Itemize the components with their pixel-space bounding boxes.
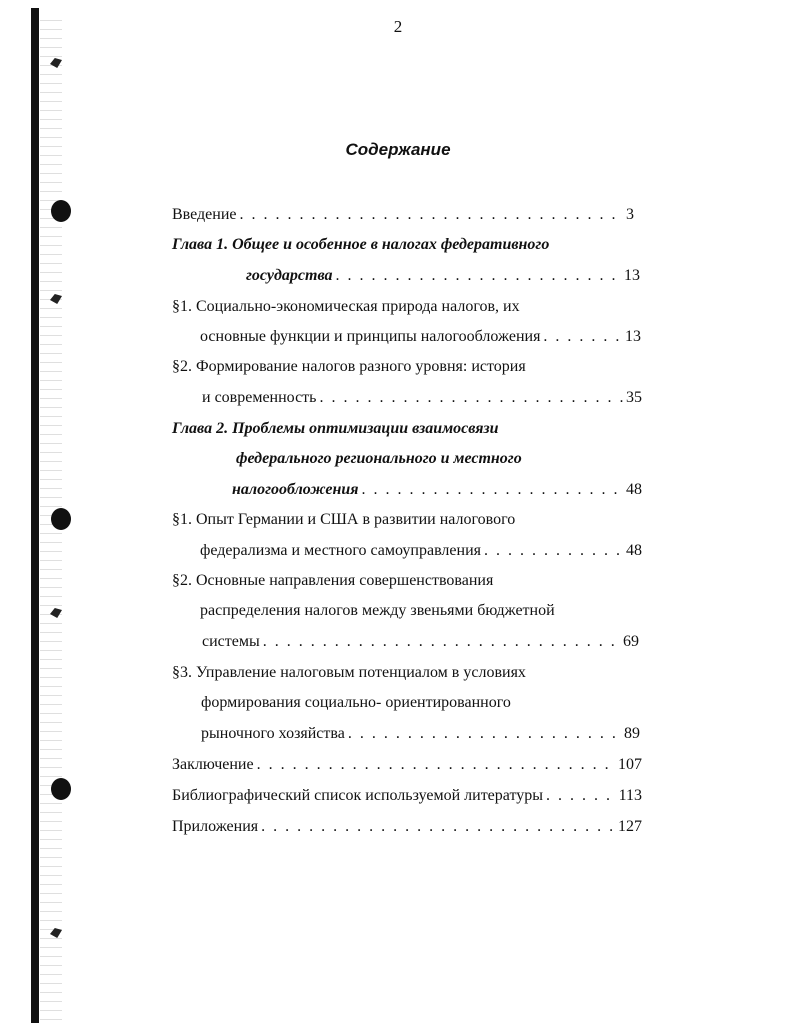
toc-page: 107	[618, 756, 642, 773]
toc-leader	[319, 388, 623, 408]
toc-page: 89	[624, 725, 640, 742]
toc-leader	[348, 724, 621, 744]
toc-entry-chapter-2[interactable]	[232, 480, 642, 500]
toc-page: 13	[625, 328, 641, 345]
toc-leader	[261, 817, 615, 837]
toc-label: федерализма и местного самоуправления	[200, 542, 481, 559]
toc-leader	[543, 327, 622, 347]
toc-entry-section-2-1[interactable]	[200, 541, 642, 561]
toc-label: и современность	[202, 389, 317, 406]
toc-leader	[263, 632, 620, 652]
punch-hole	[51, 778, 71, 800]
toc-leader	[546, 786, 616, 806]
toc-label: Введение	[172, 206, 237, 223]
toc-page: 113	[618, 787, 642, 804]
toc-chapter-1-heading: Глава 1. Общее и особенное в налогах федеративного	[172, 236, 550, 253]
toc-entry-intro[interactable]	[172, 205, 634, 225]
toc-entry-section-2-3[interactable]	[201, 724, 640, 744]
toc-entry-appendix[interactable]	[172, 817, 642, 837]
toc-leader	[257, 755, 615, 775]
toc-label: Заключение	[172, 756, 254, 773]
toc-label: Приложения	[172, 818, 259, 835]
toc-chapter-2-heading: Глава 2. Проблемы оптимизации взаимосвязи	[172, 420, 499, 437]
toc-label: государства	[246, 267, 333, 284]
toc-page: 35	[626, 389, 642, 406]
toc-section-2-3-heading-line2: формирования социально- ориентированного	[201, 694, 511, 711]
toc-leader	[240, 205, 624, 225]
toc-label: Библиографический список используемой литературы	[172, 787, 543, 804]
toc-entry-conclusion[interactable]	[172, 755, 642, 775]
toc-entry-section-2-2[interactable]	[202, 632, 639, 652]
binding-edge	[31, 8, 39, 1023]
toc-page: 69	[623, 633, 639, 650]
toc-page: 48	[626, 542, 642, 559]
toc-label: системы	[202, 633, 260, 650]
punch-hole	[51, 508, 71, 530]
toc-chapter-2-heading-line2: федерального регионального и местного	[236, 450, 522, 467]
toc-label: основные функции и принципы налогообложения	[200, 328, 541, 345]
page-number: 2	[393, 17, 403, 36]
toc-section-2-2-heading-line2: распределения налогов между звеньями бюджетной	[200, 602, 555, 619]
toc-entry-section-1-1[interactable]	[200, 327, 641, 347]
page-title: Содержание	[345, 140, 451, 159]
toc-page: 127	[618, 818, 642, 835]
toc-label: налогообложения	[232, 481, 359, 498]
toc-leader	[335, 266, 621, 286]
toc-page: 48	[626, 481, 642, 498]
toc-entry-section-1-2[interactable]	[202, 388, 642, 408]
toc-page: 13	[624, 267, 640, 284]
toc-section-2-2-heading: §2. Основные направления совершенствования	[172, 572, 494, 589]
toc-section-1-1-heading: §1. Социально-экономическая природа налогов, их	[172, 298, 520, 315]
toc-entry-chapter-1[interactable]	[246, 266, 640, 286]
toc-page: 3	[626, 206, 634, 223]
toc-section-2-3-heading: §3. Управление налоговым потенциалом в условиях	[172, 664, 526, 681]
toc-label: рыночного хозяйства	[201, 725, 345, 742]
toc-section-1-2-heading: §2. Формирование налогов разного уровня: история	[172, 358, 526, 375]
punch-hole	[51, 200, 71, 222]
toc-entry-bibliography[interactable]	[172, 786, 642, 806]
toc-leader	[362, 480, 623, 500]
toc-section-2-1-heading: §1. Опыт Германии и США в развитии налогового	[172, 511, 516, 528]
toc-leader	[484, 541, 623, 561]
